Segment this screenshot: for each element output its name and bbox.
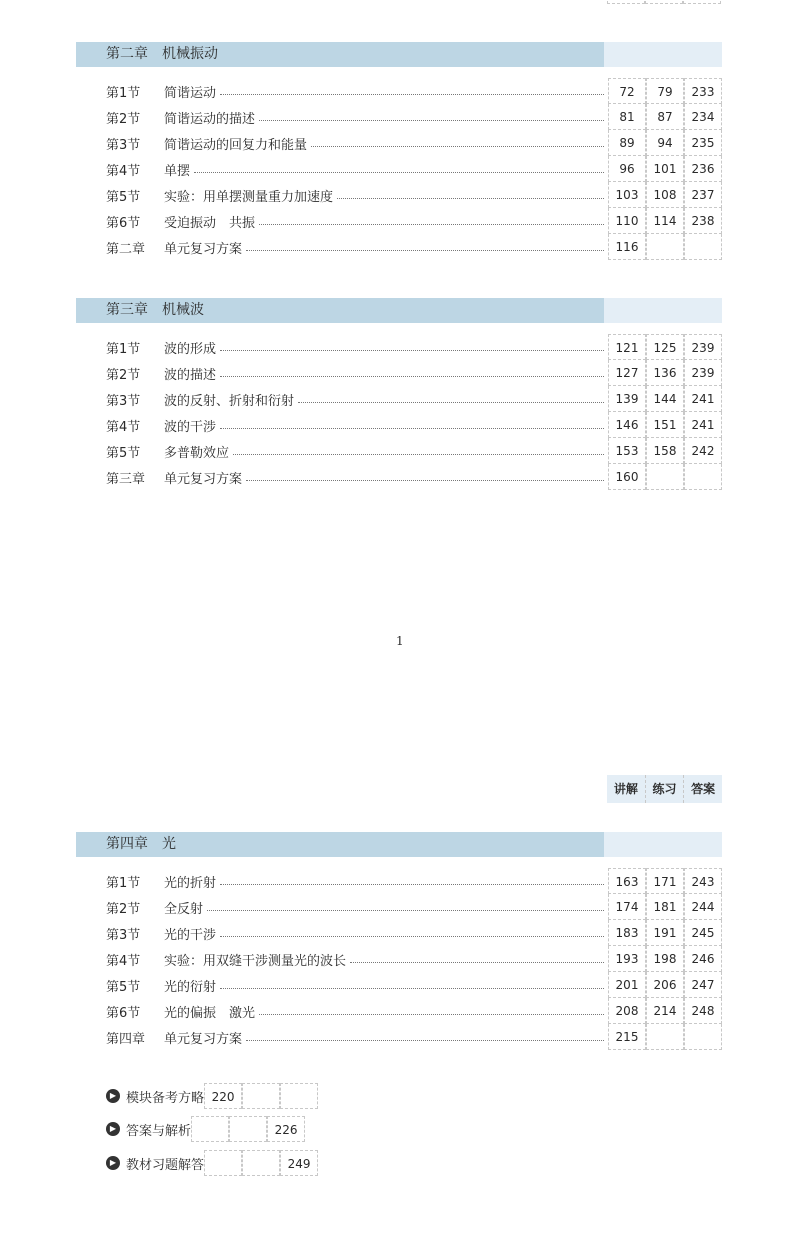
page-cell	[242, 1083, 280, 1109]
page-cell: 151	[646, 412, 684, 438]
header-practice: 练习	[646, 775, 685, 803]
page-cell: 183	[608, 920, 646, 946]
page-cell: 171	[646, 868, 684, 894]
page-cell	[242, 1150, 280, 1176]
page-cell	[191, 1116, 229, 1142]
page-cell: 153	[608, 438, 646, 464]
page-cell: 239	[684, 334, 722, 360]
toc-entry[interactable]	[106, 946, 722, 972]
page-cell: 81	[608, 104, 646, 130]
dot-leader	[259, 1014, 604, 1015]
section-number: 第5节	[106, 979, 141, 995]
page-cell	[280, 1083, 318, 1109]
page-cell: 226	[267, 1116, 305, 1142]
dot-leader	[259, 120, 604, 121]
dot-leader	[298, 402, 604, 403]
chapter-header-side	[604, 42, 722, 67]
page-cells	[608, 156, 722, 182]
page-cell: 79	[646, 78, 684, 104]
page-cells	[608, 182, 722, 208]
page-cell: 241	[684, 412, 722, 438]
page-cells	[608, 334, 722, 360]
toc-entry[interactable]	[106, 464, 722, 490]
dot-leader	[194, 172, 604, 173]
page-cell: 249	[280, 1150, 318, 1176]
extra-title: 答案与解析	[126, 1123, 192, 1139]
page-cell: 235	[684, 130, 722, 156]
page-cells	[608, 464, 722, 490]
play-bullet-icon: ▶	[106, 1122, 120, 1136]
page-cell: 246	[684, 946, 722, 972]
page-cell: 238	[684, 208, 722, 234]
page-cell: 220	[204, 1083, 242, 1109]
section-title: 波的反射、折射和衍射	[164, 393, 295, 409]
page-cell: 160	[608, 464, 646, 490]
section-number: 第2节	[106, 901, 141, 917]
page-cell: 94	[646, 130, 684, 156]
section-number: 第5节	[106, 445, 141, 461]
page-cells	[608, 998, 722, 1024]
page-cells	[608, 360, 722, 386]
toc-entry[interactable]	[106, 1024, 722, 1050]
page-cell: 239	[684, 360, 722, 386]
page-cell: 215	[608, 1024, 646, 1050]
page-cell: 247	[684, 972, 722, 998]
page-cell: 139	[608, 386, 646, 412]
page-cell	[684, 1024, 722, 1050]
toc-entry[interactable]	[106, 438, 722, 464]
page-cell: 72	[608, 78, 646, 104]
page-cell: 174	[608, 894, 646, 920]
page-cells	[608, 868, 722, 894]
section-title: 光的衍射	[164, 979, 217, 995]
page-cell: 233	[684, 78, 722, 104]
toc-entry[interactable]	[106, 360, 722, 386]
toc-entry[interactable]	[106, 868, 722, 894]
toc-entry[interactable]	[106, 334, 722, 360]
extra-entry[interactable]	[106, 1083, 722, 1109]
page-cell: 242	[684, 438, 722, 464]
page-cell: 181	[646, 894, 684, 920]
section-title: 受迫振动 共振	[164, 215, 256, 231]
section-title: 单元复习方案	[164, 241, 243, 257]
section-title: 简谐运动	[164, 85, 217, 101]
dot-leader	[220, 376, 604, 377]
toc-entry[interactable]	[106, 234, 722, 260]
dot-leader	[246, 480, 604, 481]
page-cell: 248	[684, 998, 722, 1024]
toc-entry[interactable]	[106, 412, 722, 438]
section-title: 波的形成	[164, 341, 217, 357]
extra-title: 模块备考方略	[126, 1090, 205, 1106]
page-cell: 193	[608, 946, 646, 972]
page-cells	[608, 412, 722, 438]
page-cells	[608, 234, 722, 260]
page-number: 1	[396, 634, 404, 648]
play-bullet-icon: ▶	[106, 1156, 120, 1170]
page-cells	[608, 104, 722, 130]
chapter-title: 第四章 光	[76, 832, 604, 857]
section-title: 实验：用单摆测量重力加速度	[164, 189, 334, 205]
page-cell: 244	[684, 894, 722, 920]
section-title: 光的偏振 激光	[164, 1005, 256, 1021]
section-number: 第6节	[106, 215, 141, 231]
page-cell: 158	[646, 438, 684, 464]
page-cell: 163	[608, 868, 646, 894]
chapter-header-side	[604, 832, 722, 857]
page-cells	[608, 386, 722, 412]
page-cells	[608, 1024, 722, 1050]
page-cell: 234	[684, 104, 722, 130]
page-cell: 87	[646, 104, 684, 130]
page-cell: 191	[646, 920, 684, 946]
toc-entry[interactable]	[106, 78, 722, 104]
page-cells	[191, 1116, 305, 1142]
section-number: 第4节	[106, 163, 141, 179]
toc-entry[interactable]	[106, 182, 722, 208]
section-title: 多普勒效应	[164, 445, 230, 461]
extra-entry[interactable]	[106, 1116, 722, 1142]
section-title: 单摆	[164, 163, 191, 179]
page-cell: 127	[608, 360, 646, 386]
page-cell: 198	[646, 946, 684, 972]
section-title: 光的干涉	[164, 927, 217, 943]
section-number: 第1节	[106, 875, 141, 891]
section-title: 实验：用双缝干涉测量光的波长	[164, 953, 347, 969]
page-cells	[608, 894, 722, 920]
section-number: 第3节	[106, 393, 141, 409]
page-cells	[608, 208, 722, 234]
section-number: 第四章	[106, 1031, 146, 1047]
section-title: 单元复习方案	[164, 471, 243, 487]
section-title: 光的折射	[164, 875, 217, 891]
page-cell: 136	[646, 360, 684, 386]
toc-entry[interactable]	[106, 972, 722, 998]
page-cell: 241	[684, 386, 722, 412]
section-number: 第三章	[106, 471, 146, 487]
dot-leader	[220, 936, 604, 937]
chapter-header-side	[604, 298, 722, 323]
dot-leader	[259, 224, 604, 225]
cell	[683, 0, 721, 4]
column-headers	[607, 775, 722, 803]
page-cell	[229, 1116, 267, 1142]
dot-leader	[350, 962, 604, 963]
page-cells	[608, 946, 722, 972]
page-cell: 245	[684, 920, 722, 946]
page-cells	[608, 438, 722, 464]
dot-leader	[246, 250, 604, 251]
toc-entry[interactable]	[106, 104, 722, 130]
dot-leader	[337, 198, 604, 199]
page-cell	[646, 234, 684, 260]
section-number: 第1节	[106, 341, 141, 357]
header-lecture: 讲解	[607, 775, 646, 803]
section-title: 简谐运动的描述	[164, 111, 256, 127]
page-cell: 101	[646, 156, 684, 182]
toc-entry[interactable]	[106, 920, 722, 946]
page-cell: 201	[608, 972, 646, 998]
page-cell: 236	[684, 156, 722, 182]
page-cell	[646, 1024, 684, 1050]
page-cells	[608, 920, 722, 946]
dot-leader	[233, 454, 604, 455]
header-answer: 答案	[691, 782, 716, 796]
page-cells	[204, 1083, 318, 1109]
page-cell: 237	[684, 182, 722, 208]
extra-title: 教材习题解答	[126, 1157, 205, 1173]
section-number: 第1节	[106, 85, 141, 101]
dot-leader	[220, 350, 604, 351]
section-number: 第5节	[106, 189, 141, 205]
page-cell: 103	[608, 182, 646, 208]
section-number: 第2节	[106, 367, 141, 383]
page-cells	[204, 1150, 318, 1176]
dot-leader	[220, 428, 604, 429]
toc-entry[interactable]	[106, 156, 722, 182]
page-cell: 96	[608, 156, 646, 182]
page-cell: 110	[608, 208, 646, 234]
page-cell: 114	[646, 208, 684, 234]
page-cells	[608, 78, 722, 104]
toc-entry[interactable]	[106, 208, 722, 234]
section-title: 简谐运动的回复力和能量	[164, 137, 308, 153]
chapter-title: 第二章 机械振动	[76, 42, 604, 67]
section-number: 第2节	[106, 111, 141, 127]
page-cell: 214	[646, 998, 684, 1024]
page-cell	[684, 234, 722, 260]
previous-cells	[607, 0, 721, 4]
section-title: 单元复习方案	[164, 1031, 243, 1047]
cell	[607, 0, 645, 4]
page-cell	[646, 464, 684, 490]
chapter-header[interactable]	[76, 42, 722, 67]
page-cells	[608, 130, 722, 156]
play-bullet-icon: ▶	[106, 1089, 120, 1103]
section-number: 第6节	[106, 1005, 141, 1021]
page-cell	[204, 1150, 242, 1176]
page-cell: 208	[608, 998, 646, 1024]
cell	[645, 0, 683, 4]
toc-entry[interactable]	[106, 894, 722, 920]
chapter-title: 第三章 机械波	[76, 298, 604, 323]
toc-entry[interactable]	[106, 386, 722, 412]
page-cell: 89	[608, 130, 646, 156]
section-number: 第4节	[106, 419, 141, 435]
dot-leader	[220, 988, 604, 989]
section-title: 波的干涉	[164, 419, 217, 435]
page-cell: 243	[684, 868, 722, 894]
chapter-header[interactable]	[76, 298, 722, 323]
page-cell	[684, 464, 722, 490]
section-number: 第二章	[106, 241, 146, 257]
dot-leader	[207, 910, 604, 911]
section-number: 第4节	[106, 953, 141, 969]
toc-entry[interactable]	[106, 130, 722, 156]
dot-leader	[220, 94, 604, 95]
page-cell: 125	[646, 334, 684, 360]
page-cell: 121	[608, 334, 646, 360]
page-cell: 146	[608, 412, 646, 438]
page-cell: 108	[646, 182, 684, 208]
page-cell: 144	[646, 386, 684, 412]
dot-leader	[311, 146, 604, 147]
page-cells	[608, 972, 722, 998]
toc-entry[interactable]	[106, 998, 722, 1024]
page-cell: 206	[646, 972, 684, 998]
dot-leader	[220, 884, 604, 885]
section-number: 第3节	[106, 927, 141, 943]
section-title: 全反射	[164, 901, 204, 917]
dot-leader	[246, 1040, 604, 1041]
page-cell: 116	[608, 234, 646, 260]
extra-entry[interactable]	[106, 1150, 722, 1176]
chapter-header[interactable]	[76, 832, 722, 857]
section-number: 第3节	[106, 137, 141, 153]
section-title: 波的描述	[164, 367, 217, 383]
